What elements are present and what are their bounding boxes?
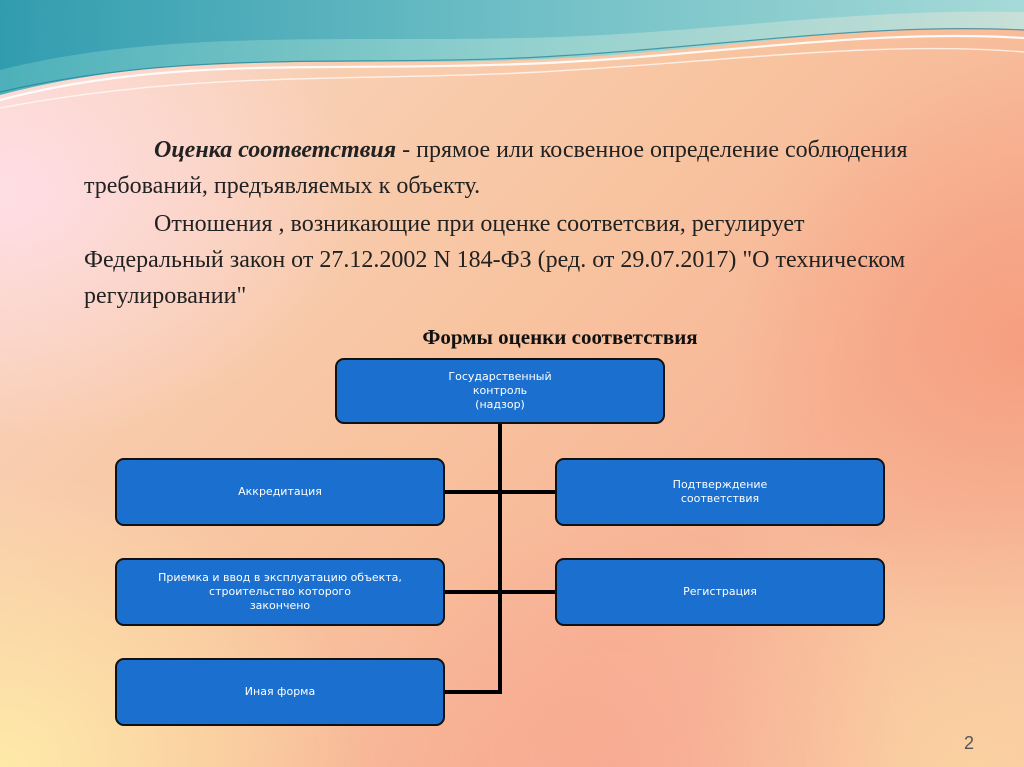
diagram-title: Формы оценки соответствия	[422, 325, 698, 349]
node-state-control: Государственный контроль (надзор)	[335, 358, 665, 424]
node-acceptance-commissioning: Приемка и ввод в эксплуатацию объекта, строительство которого закончено	[115, 558, 445, 626]
node-registration: Регистрация	[555, 558, 885, 626]
node-accreditation: Аккредитация	[115, 458, 445, 526]
term-label: Оценка соответствия	[154, 137, 397, 163]
definition-text: - прямое или косвенное определение соблюдения требований, предъявляемых к объекту.	[84, 137, 908, 199]
node-conformity-confirmation: Подтверждение соответствия	[555, 458, 885, 526]
page-number: 2	[963, 733, 974, 753]
node-other-form: Иная форма	[115, 658, 445, 726]
relations-text: Отношения , возникающие при оценке соответсвия, регулирует Федеральный закон от 27.12.2002 N 184-ФЗ (ред. от 29.07.2017) "О техническом регулировании"	[84, 211, 906, 309]
